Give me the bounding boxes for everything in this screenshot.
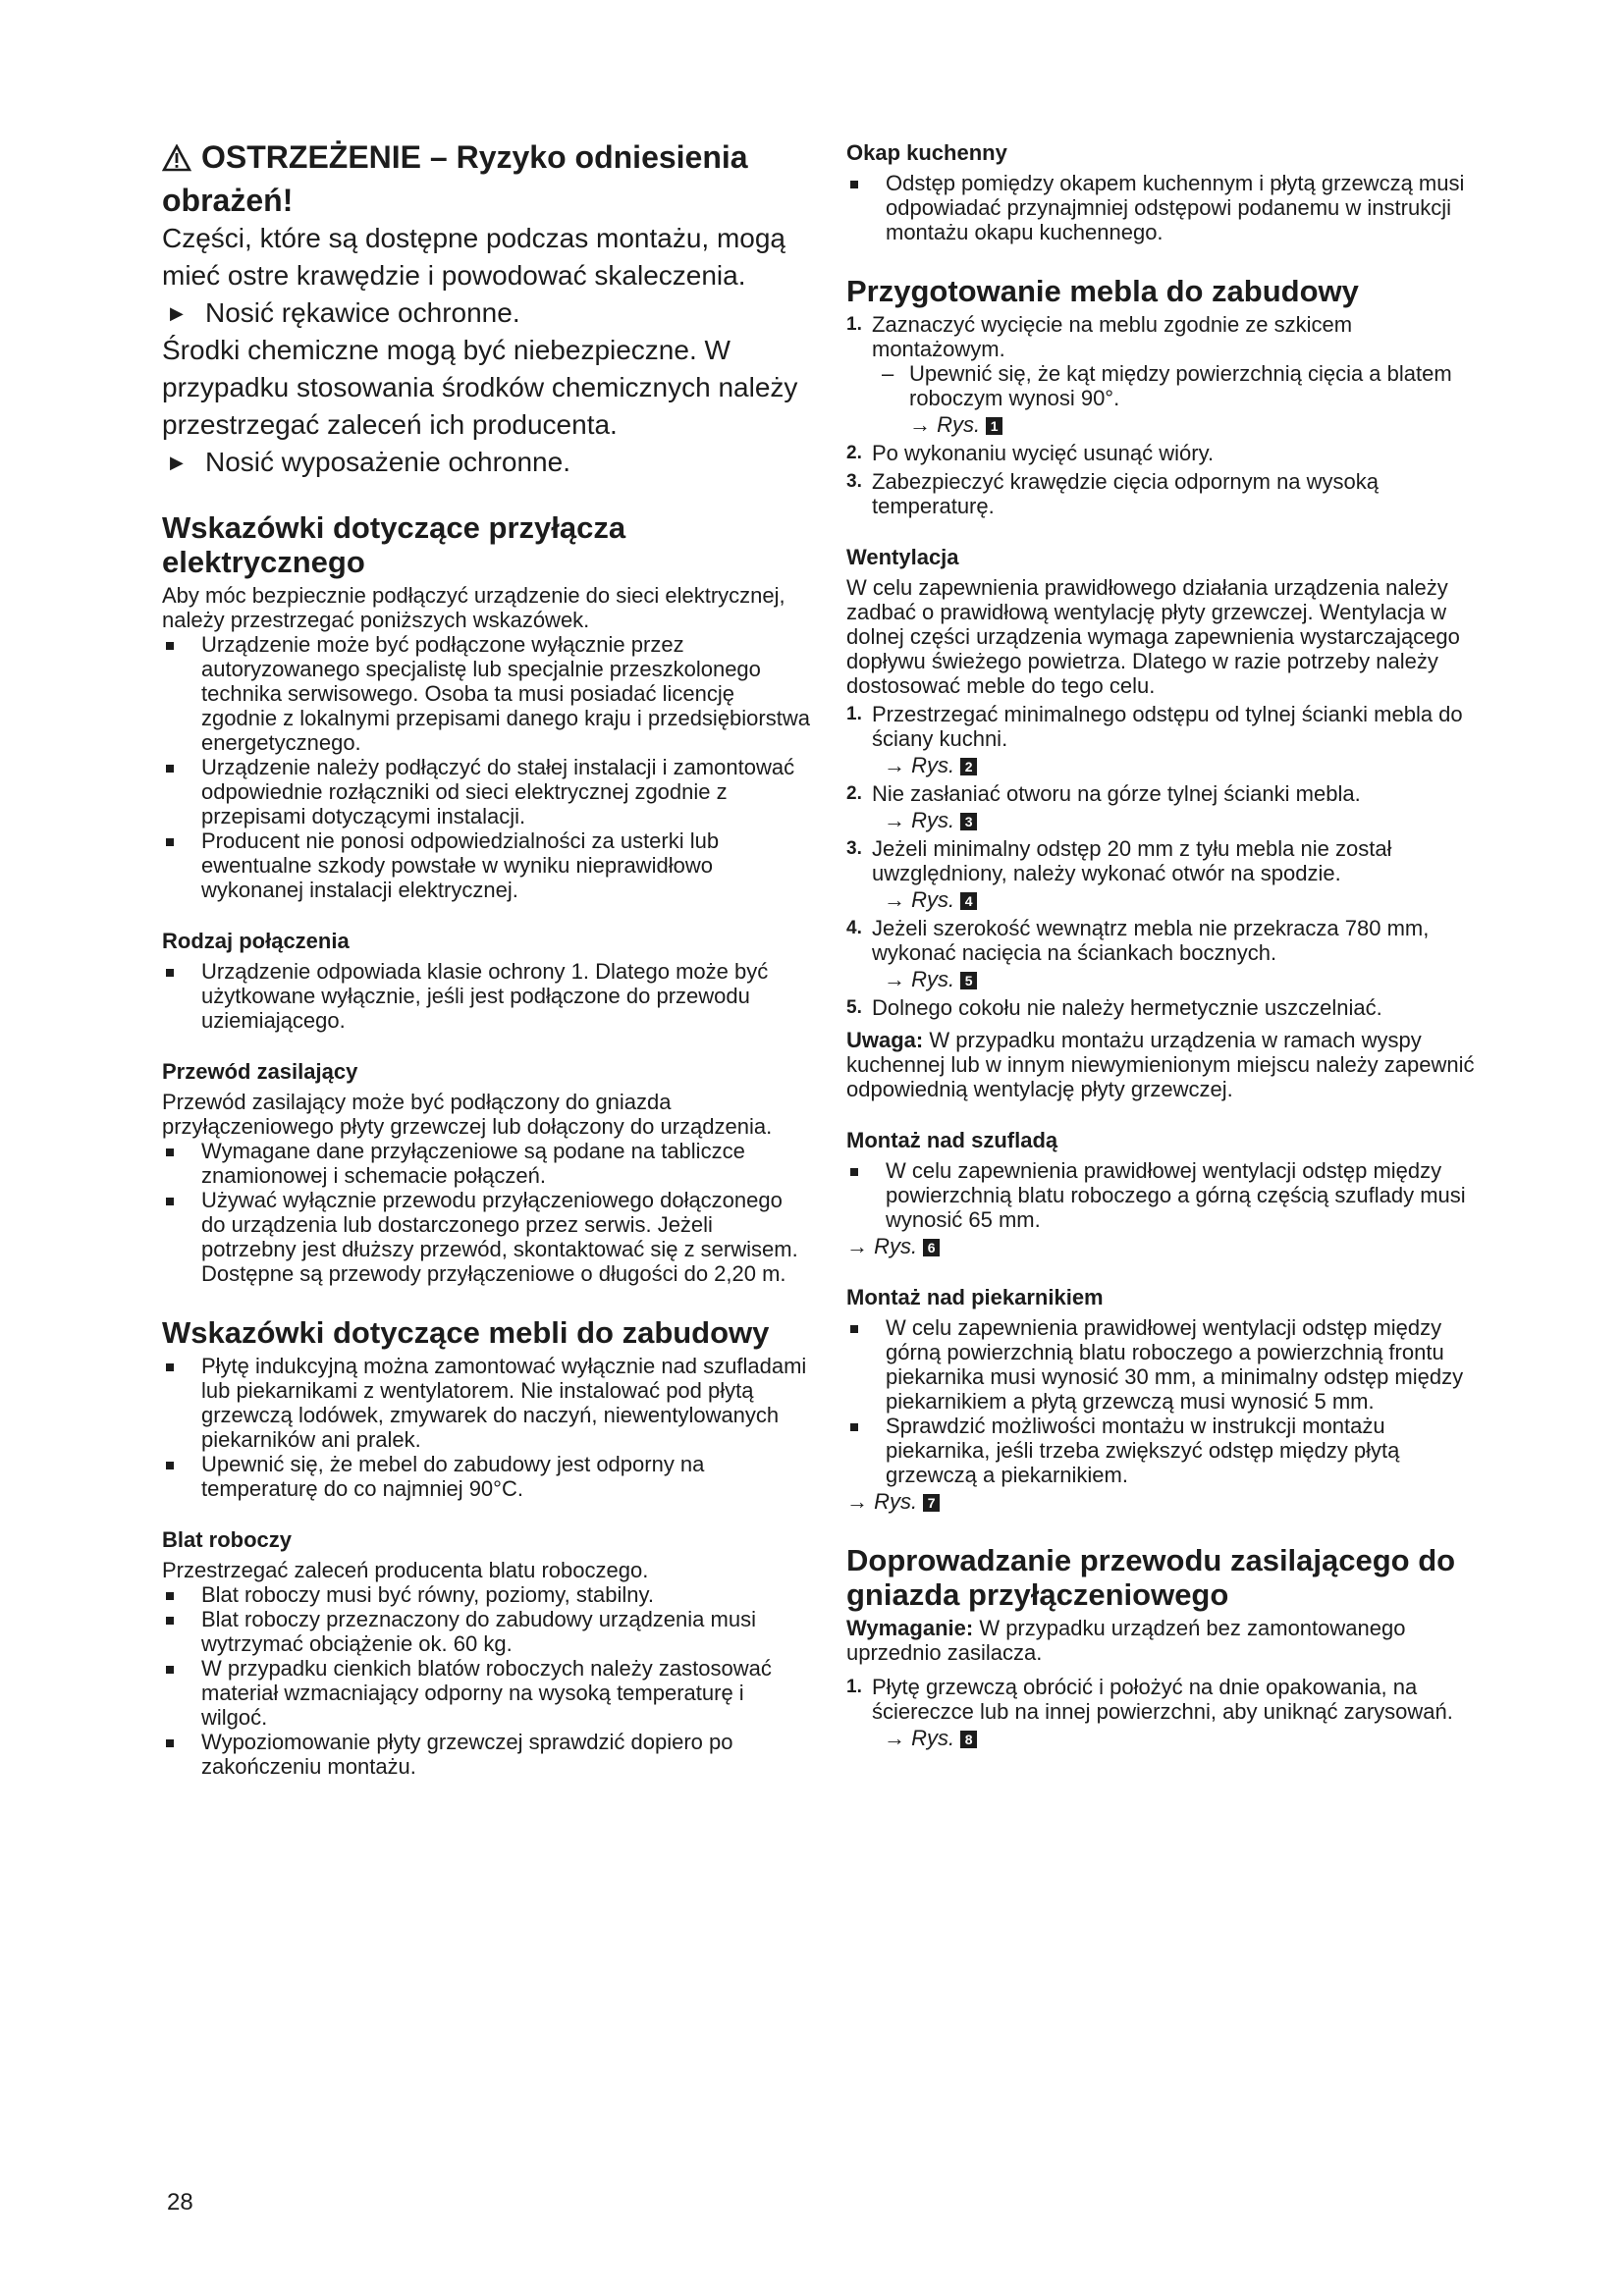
worktop-intro: Przestrzegać zaleceń producenta blatu roboczego. <box>162 1558 649 1582</box>
power-cord-intro: Przewód zasilający może być podłączony do gniazda przyłączeniowego płyty grzewczej lub dołączony do urządzenia. <box>162 1090 773 1139</box>
figure-number-icon: 2 <box>960 758 977 775</box>
warning-action-2: ▶ Nosić wyposażenie ochronne. <box>162 444 810 481</box>
list-item: Odstęp pomiędzy okapem kuchennym i płytą grzewczą musi odpowiadać przynajmniej odstępowi podanemu w instrukcji montażu okapu kuchennego. <box>846 171 1475 244</box>
electrical-heading: Wskazówki dotyczące przyłącza elektrycznego <box>162 510 626 579</box>
figure-number-icon: 3 <box>960 813 977 830</box>
triangle-right-icon: ▶ <box>170 453 184 472</box>
prep-heading: Przygotowanie mebla do zabudowy <box>846 274 1359 308</box>
worktop-heading: Blat roboczy <box>162 1527 293 1552</box>
list-item: W celu zapewnienia prawidłowej wentylacji odstęp między górną powierzchnią blatu roboczego a powierzchnią frontu piekarnika musi wynosić 30 mm, a minimalny odstęp między piekarnikiem a płytą grzewczą musi wynosić 5 mm. <box>846 1315 1475 1414</box>
cable-heading: Doprowadzanie przewodu zasilającego do gniazda przyłączeniowego <box>846 1543 1456 1612</box>
connection-type-heading: Rodzaj połączenia <box>162 929 350 953</box>
page-number: 28 <box>167 2189 193 2216</box>
cable-steps <box>846 1675 1475 1750</box>
bullet-icon <box>166 1363 174 1371</box>
figure-reference: → Rys. 3 <box>872 808 1475 832</box>
list-item: Urządzenie należy podłączyć do stałej instalacji i zamontować odpowiednie rozłączniki od sieci elektrycznej zgodnie z przepisami dotyczącymi instalacji. <box>162 755 810 828</box>
list-item: 4. Jeżeli szerokość wewnątrz mebla nie przekracza 780 mm, wykonać nacięcia na ściankach bocznych. → Rys. 5 <box>846 916 1475 991</box>
ventilation-note: Uwaga: W przypadku montażu urządzenia w ramach wyspy kuchennej lub w innym niewymienionym miejscu należy zapewnić odpowiednią wentylację płyty grzewczej. <box>846 1028 1475 1101</box>
left-column <box>162 137 810 1779</box>
figure-number-icon: 7 <box>923 1494 940 1512</box>
electrical-intro: Aby móc bezpiecznie podłączyć urządzenie do sieci elektrycznej, należy przestrzegać poniższych wskazówek. <box>162 583 785 632</box>
hood-heading: Okap kuchenny <box>846 140 1007 165</box>
bullet-icon <box>850 181 858 188</box>
figure-reference: → Rys. 7 <box>846 1489 1475 1514</box>
figure-number-icon: 1 <box>986 417 1002 435</box>
bullet-icon <box>850 1168 858 1176</box>
bullet-icon <box>850 1325 858 1333</box>
furniture-heading: Wskazówki dotyczące mebli do zabudowy <box>162 1315 770 1350</box>
electrical-list <box>162 632 810 902</box>
right-column <box>846 137 1475 1750</box>
list-item: Wypoziomowanie płyty grzewczej sprawdzić dopiero po zakończeniu montażu. <box>162 1730 810 1779</box>
oven-list <box>846 1315 1475 1487</box>
list-item: Upewnić się, że mebel do zabudowy jest odporny na temperaturę do co najmniej 90°C. <box>162 1452 810 1501</box>
figure-number-icon: 5 <box>960 972 977 989</box>
power-cord-heading: Przewód zasilający <box>162 1059 358 1084</box>
list-item: 2. Po wykonaniu wycięć usunąć wióry. <box>846 441 1215 465</box>
figure-reference: → Rys. 2 <box>872 753 1475 777</box>
worktop-list <box>162 1582 810 1779</box>
list-item: W przypadku cienkich blatów roboczych należy zastosować materiał wzmacniający odporny na wysoką temperaturę i wilgoć. <box>162 1656 810 1730</box>
bullet-icon <box>166 1148 174 1156</box>
cable-requirement: Wymaganie: W przypadku urządzeń bez zamontowanego uprzednio zasilacza. <box>846 1616 1406 1665</box>
warning-title <box>162 137 810 220</box>
list-item: 2. Nie zasłaniać otworu na górze tylnej ścianki mebla. → Rys. 3 <box>846 781 1475 832</box>
oven-heading: Montaż nad piekarnikiem <box>846 1285 1104 1309</box>
bullet-icon <box>166 1592 174 1600</box>
connection-type-list <box>162 959 810 1033</box>
bullet-icon <box>850 1423 858 1431</box>
list-item: Urządzenie odpowiada klasie ochrony 1. Dlatego może być użytkowane wyłącznie, jeśli jest podłączone do przewodu uziemiającego. <box>162 959 810 1033</box>
list-item: 3. Zabezpieczyć krawędzie cięcia odpornym na wysoką temperaturę. <box>846 469 1380 518</box>
list-item: Producent nie ponosi odpowiedzialności za usterki lub ewentualne szkody powstałe w wyniku nieprawidłowo wykonanej instalacji elektrycznej. <box>162 828 810 902</box>
power-cord-list <box>162 1139 810 1286</box>
list-item: Urządzenie może być podłączone wyłącznie przez autoryzowanego specjalistę lub specjalnie przeszkolonego technika serwisowego. Osoba ta musi posiadać licencję zgodnie z lokalnymi przepisami danego kraju i przedsiębiorstwa energetycznego. <box>162 632 810 755</box>
prep-substep: – Upewnić się, że kąt między powierzchnią cięcia a blatem roboczym wynosi 90°. <box>882 361 1452 410</box>
list-item: Blat roboczy musi być równy, poziomy, stabilny. <box>162 1582 810 1607</box>
list-item: W celu zapewnienia prawidłowej wentylacji odstęp między powierzchnią blatu roboczego a górną częścią szuflady musi wynosić 65 mm. <box>846 1158 1475 1232</box>
warning-body-1: Części, które są dostępne podczas montażu, mogą mieć ostre krawędzie i powodować skaleczenia. <box>162 223 786 291</box>
warning-body-2: Środki chemiczne mogą być niebezpieczne. W przypadku stosowania środków chemicznych należy przestrzegać zaleceń ich producenta. <box>162 335 798 440</box>
warning-action-1: ▶ Nosić rękawice ochronne. <box>162 294 810 332</box>
ventilation-intro: W celu zapewnienia prawidłowego działania urządzenia należy zadbać o prawidłową wentylację płyty grzewczej. Wentylacja w dolnej części urządzenia wymaga zapewnienia wystarczającego dopływu świeżego powietrza. Dlatego w razie potrzeby należy dostosować meble do tego celu. <box>846 575 1460 698</box>
furniture-list <box>162 1354 810 1501</box>
list-item: 5. Dolnego cokołu nie należy hermetycznie uszczelniać. <box>846 995 1382 1020</box>
list-item: Wymagane dane przyłączeniowe są podane na tabliczce znamionowej i schemacie połączeń. <box>162 1139 810 1188</box>
figure-reference: → Rys. 1 <box>872 412 1475 437</box>
hood-list <box>846 171 1475 244</box>
figure-number-icon: 4 <box>960 892 977 910</box>
drawer-heading: Montaż nad szufladą <box>846 1128 1058 1152</box>
bullet-icon <box>166 1617 174 1625</box>
figure-number-icon: 8 <box>960 1731 977 1748</box>
list-item: Blat roboczy przeznaczony do zabudowy urządzenia musi wytrzymać obciążenie ok. 60 kg. <box>162 1607 810 1656</box>
ventilation-heading: Wentylacja <box>846 545 959 569</box>
list-item: Sprawdzić możliwości montażu w instrukcji montażu piekarnika, jeśli trzeba zwiększyć odstęp między płytą grzewczą a piekarnikiem. <box>846 1414 1475 1487</box>
bullet-icon <box>166 1198 174 1205</box>
list-item: 1. Płytę grzewczą obrócić i położyć na dnie opakowania, na ściereczce lub na innej powierzchni, aby uniknąć zarysowań. → Rys. 8 <box>846 1675 1475 1750</box>
bullet-icon <box>166 765 174 773</box>
triangle-right-icon: ▶ <box>170 303 184 323</box>
figure-reference: → Rys. 6 <box>846 1234 1475 1258</box>
warning-triangle-icon <box>162 141 191 181</box>
bullet-icon <box>166 1462 174 1469</box>
list-item: 1. Zaznaczyć wycięcie na meblu zgodnie ze szkicem montażowym. – Upewnić się, że kąt między powierzchnią cięcia a blatem roboczym wynosi 90°. → Rys. 1 <box>846 312 1475 437</box>
drawer-list <box>846 1158 1475 1232</box>
bullet-icon <box>166 838 174 846</box>
figure-reference: → Rys. 8 <box>872 1726 1475 1750</box>
bullet-icon <box>166 969 174 977</box>
figure-reference: → Rys. 4 <box>872 887 1475 912</box>
bullet-icon <box>166 1739 174 1747</box>
bullet-icon <box>166 1666 174 1674</box>
list-item: 3. Jeżeli minimalny odstęp 20 mm z tyłu mebla nie został uwzględniony, należy wykonać otwór na spodzie. → Rys. 4 <box>846 836 1475 912</box>
warning-title-text: OSTRZEŻENIE – Ryzyko odniesienia obrażeń! <box>162 139 748 218</box>
list-item: Płytę indukcyjną można zamontować wyłącznie nad szufladami lub piekarnikami z wentylatorem. Nie instalować pod płytą grzewczą lodówek, zmywarek do naczyń, niewentylowanych piekarników ani pralek. <box>162 1354 810 1452</box>
ventilation-steps <box>846 702 1475 1020</box>
figure-reference: → Rys. 5 <box>872 967 1475 991</box>
bullet-icon <box>166 642 174 650</box>
list-item: 1. Przestrzegać minimalnego odstępu od tylnej ścianki mebla do ściany kuchni. → Rys. 2 <box>846 702 1475 777</box>
figure-number-icon: 6 <box>923 1239 940 1256</box>
list-item: Używać wyłącznie przewodu przyłączeniowego dołączonego do urządzenia lub dostarczonego przez serwis. Jeżeli potrzebny jest dłuższy przewód, skontaktować się z serwisem. Dostępne są przewody przyłączeniowe o długości do 2,20 m. <box>162 1188 810 1286</box>
prep-steps <box>846 312 1475 518</box>
